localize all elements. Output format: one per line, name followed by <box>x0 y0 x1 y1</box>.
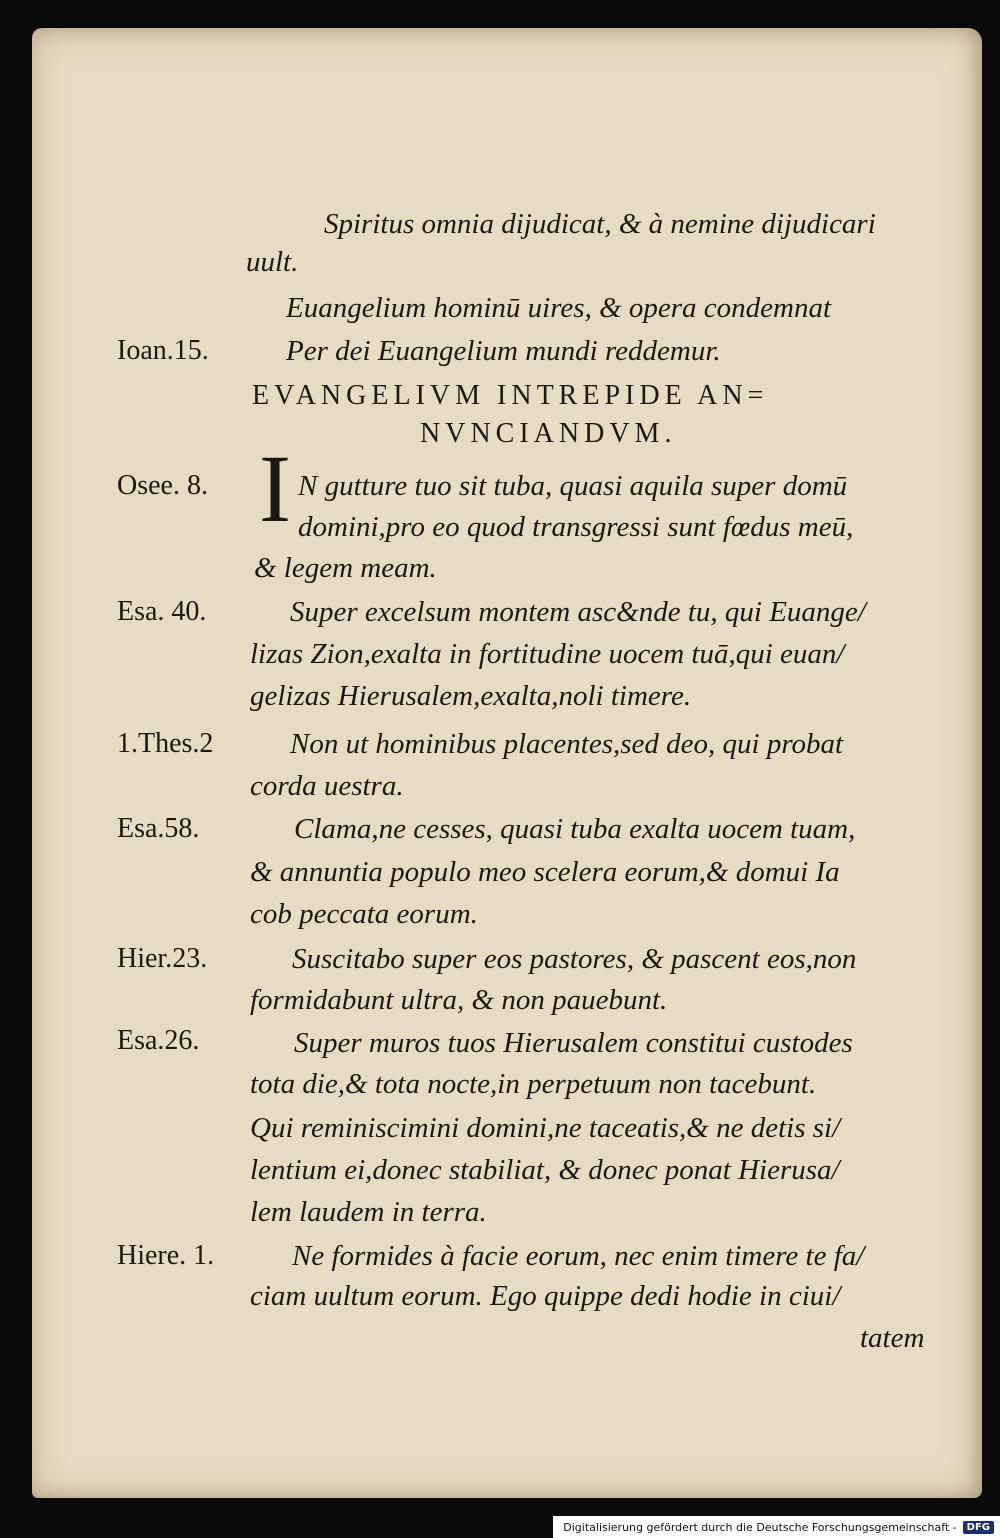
margin-reference: Esa. 40. <box>117 596 207 627</box>
text-line: ciam uultum eorum. Ego quippe dedi hodie in ciui/ <box>250 1280 841 1312</box>
text-line: Euangelium hominū uires, & opera condemnat <box>286 292 832 324</box>
text-line: Super muros tuos Hierusalem constitui custodes <box>294 1027 853 1059</box>
text-line: uult. <box>246 246 299 278</box>
text-line: & annuntia populo meo scelera eorum,& domui Ia <box>250 856 840 888</box>
book-page <box>32 28 982 1498</box>
section-heading-line-1: EVANGELIVM INTREPIDE AN= <box>252 380 769 411</box>
text-line: corda uestra. <box>250 770 404 802</box>
text-line: domini,pro eo quod transgressi sunt fœdus meū, <box>298 511 854 543</box>
margin-reference: 1.Thes.2 <box>117 728 214 759</box>
drop-capital: I <box>259 435 291 542</box>
catchword: tatem <box>860 1322 925 1354</box>
text-line: lem laudem in terra. <box>250 1196 487 1228</box>
text-line: Clama,ne cesses, quasi tuba exalta uocem tuam, <box>294 813 856 845</box>
text-line: & legem meam. <box>254 552 437 584</box>
footer-text: Digitalisierung gefördert durch die Deutsche Forschungsgemeinschaft - <box>563 1520 957 1534</box>
dfg-logo-icon: DFG <box>963 1521 994 1534</box>
text-line: Super excelsum montem asc&nde tu, qui Euange/ <box>290 596 866 628</box>
digitization-footer <box>553 1516 1000 1538</box>
margin-reference: Osee. 8. <box>117 470 208 501</box>
margin-reference: Esa.26. <box>117 1025 200 1056</box>
text-line: tota die,& tota nocte,in perpetuum non tacebunt. <box>250 1068 817 1100</box>
text-line: lizas Zion,exalta in fortitudine uocem tuā,qui euan/ <box>250 638 845 670</box>
text-line: Per dei Euangelium mundi reddemur. <box>286 335 721 367</box>
margin-reference: Ioan.15. <box>117 335 209 366</box>
text-line: Qui reminiscimini domini,ne taceatis,& ne detis si/ <box>250 1112 841 1144</box>
margin-reference: Hiere. 1. <box>117 1240 215 1271</box>
text-line: cob peccata eorum. <box>250 898 478 930</box>
margin-reference: Hier.23. <box>117 943 208 974</box>
text-line: formidabunt ultra, & non pauebunt. <box>250 984 668 1016</box>
text-line: Suscitabo super eos pastores, & pascent eos,non <box>292 943 857 975</box>
text-line: N gutture tuo sit tuba, quasi aquila super domū <box>298 470 848 502</box>
section-heading-line-2: NVNCIANDVM. <box>420 418 677 449</box>
text-line: Ne formides à facie eorum, nec enim timere te fa/ <box>292 1240 865 1272</box>
text-line: Non ut hominibus placentes,sed deo, qui probat <box>290 728 844 760</box>
text-line: lentium ei,donec stabiliat, & donec ponat Hierusa/ <box>250 1154 840 1186</box>
margin-reference: Esa.58. <box>117 813 200 844</box>
text-line: Spiritus omnia dijudicat, & à nemine dijudicari <box>324 208 876 240</box>
text-line: gelizas Hierusalem,exalta,noli timere. <box>250 680 692 712</box>
page-text-block <box>32 28 982 1498</box>
